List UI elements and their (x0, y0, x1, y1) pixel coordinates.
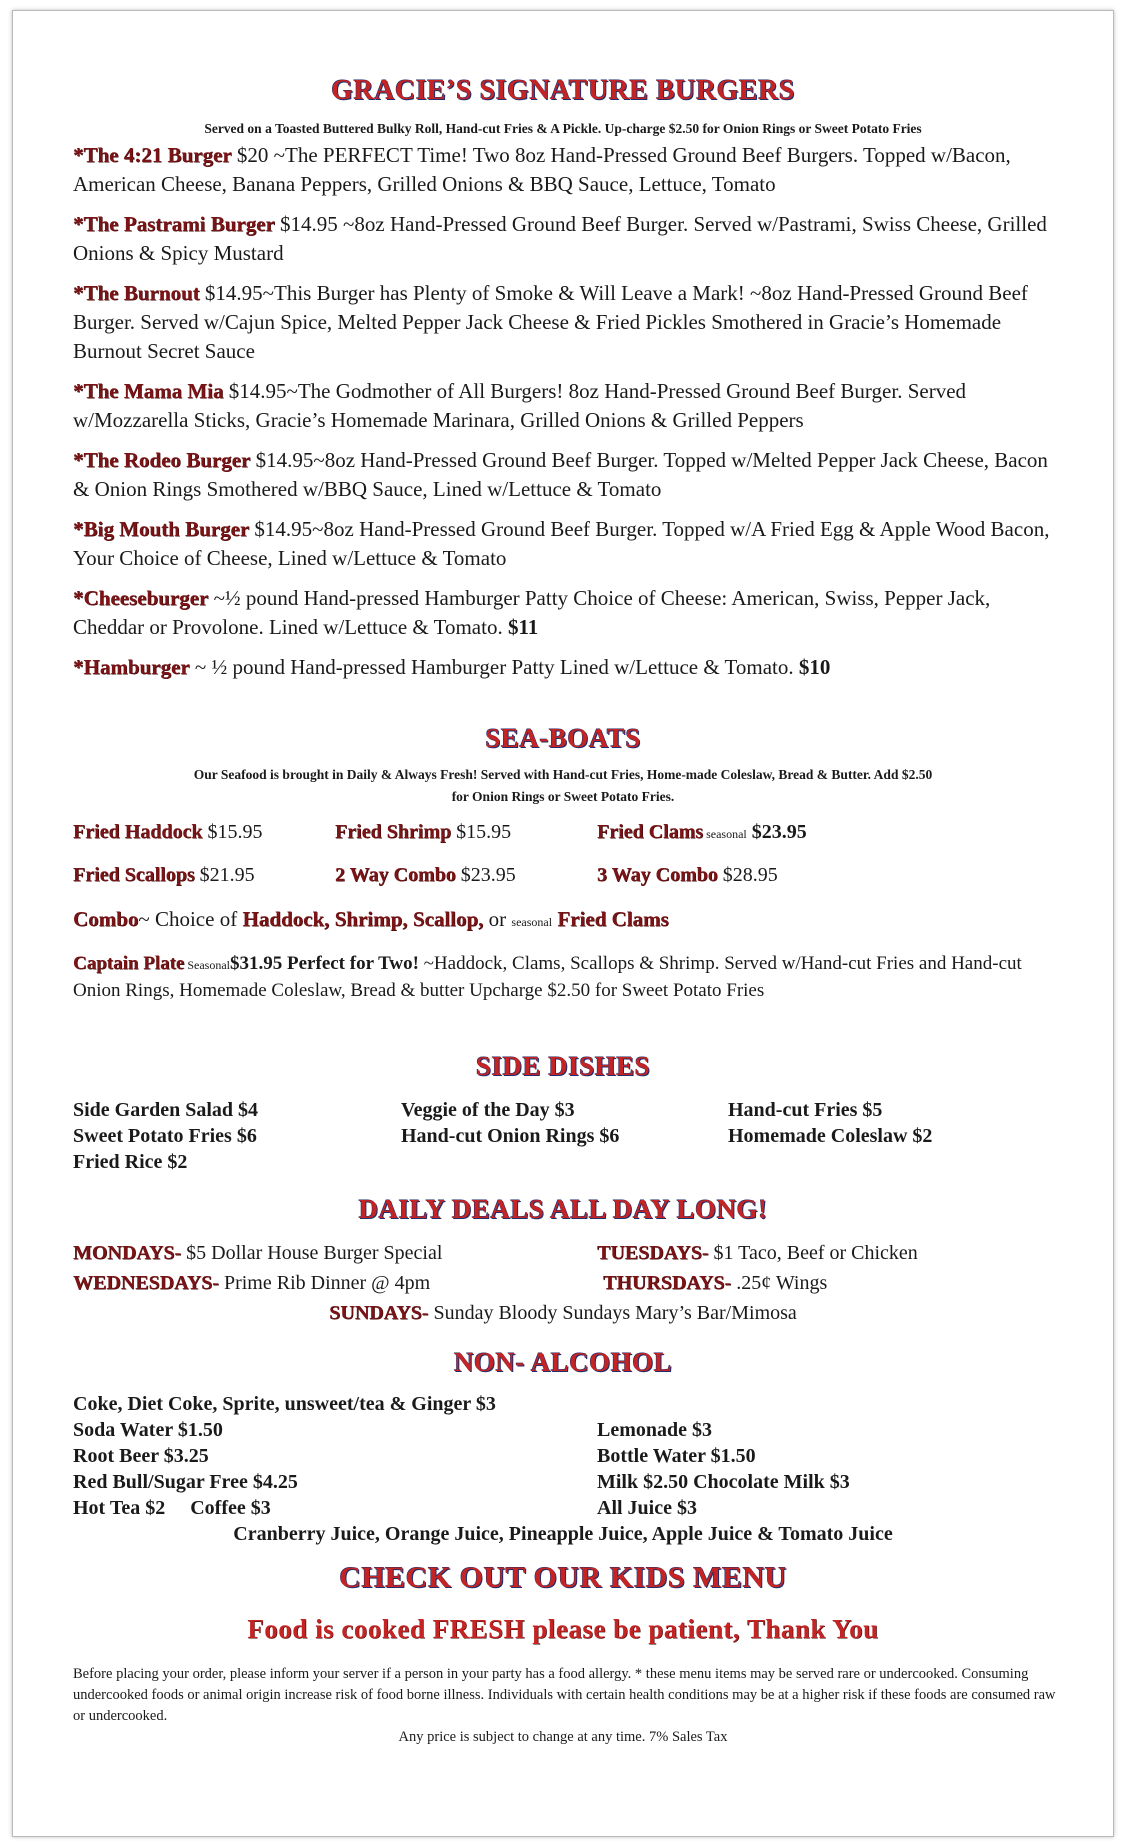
burger-item: *The 4:21 Burger $20 ~The PERFECT Time! Two 8oz Hand-Pressed Ground Beef Burgers. Topped w/Bacon, American Cheese, Banana Peppers, Grilled Onions & BBQ Sauce, Lettuce, Tomato (73, 143, 1011, 196)
side-item: Side Garden Salad $4 (73, 1099, 259, 1121)
drink-item: Lemonade $3 (597, 1419, 712, 1441)
seaboats-subtitle-2: for Onion Rings or Sweet Potato Fries. (451, 789, 675, 804)
deal-sunday: SUNDAYS- Sunday Bloody Sundays Mary’s Bar/Mimosa (329, 1302, 797, 1324)
seafood-item: 3 Way Combo $28.95 (597, 864, 778, 886)
captain-plate: Captain Plate Seasonal$31.95 Perfect for Two! ~Haddock, Clams, Scallops & Shrimp. Served w/Hand-cut Fries and Hand-cut Onion Rings, Homemade Coleslaw, Bread & butter Upcharge $2.50 for Sweet Potato Fries (73, 953, 1022, 1001)
seafood-item: Fried Clams seasonal $23.95 (597, 821, 807, 843)
seafood-item: Fried Haddock $15.95 (73, 821, 263, 843)
side-item: Sweet Potato Fries $6 (73, 1125, 257, 1147)
deal-thursday: THURSDAYS- .25¢ Wings (603, 1272, 828, 1294)
deal-wednesday: WEDNESDAYS- Prime Rib Dinner @ 4pm (73, 1272, 431, 1294)
seafood-item: Fried Scallops $21.95 (73, 864, 255, 886)
drink-line: Coke, Diet Coke, Sprite, unsweet/tea & Ginger $3 (73, 1393, 496, 1415)
drink-item: All Juice $3 (597, 1497, 697, 1519)
burger-item: *The Rodeo Burger $14.95~8oz Hand-Pressed Ground Beef Burger. Topped w/Melted Pepper Jack Cheese, Bacon & Onion Rings Smothered w/BBQ Sauce, Lined w/Lettuce & Tomato (73, 448, 1048, 501)
drinks-title: NON- ALCOHOL (453, 1347, 673, 1377)
fresh-notice: Food is cooked FRESH please be patient, Thank You (247, 1614, 879, 1644)
menu-page (12, 10, 1114, 1837)
burger-item: *The Burnout $14.95~This Burger has Plenty of Smoke & Will Leave a Mark! ~8oz Hand-Pressed Ground Beef Burger. Served w/Cajun Spice, Melted Pepper Jack Cheese & Fried Pickles Smothered in Gracie’s Homemade Burnout Secret Sauce (73, 281, 1028, 363)
side-item: Fried Rice $2 (73, 1151, 188, 1173)
burger-item: *The Mama Mia $14.95~The Godmother of All Burgers! 8oz Hand-Pressed Ground Beef Burger. Served w/Mozzarella Sticks, Gracie’s Homemade Marinara, Grilled Onions & Grilled Peppers (73, 379, 967, 432)
burgers-title: GRACIE’S SIGNATURE BURGERS (331, 75, 795, 106)
seafood-item: 2 Way Combo $23.95 (335, 864, 516, 886)
juices-line: Cranberry Juice, Orange Juice, Pineapple Juice, Apple Juice & Tomato Juice (233, 1523, 893, 1545)
kids-menu-banner: CHECK OUT OUR KIDS MENU (339, 1561, 787, 1594)
allergy-disclaimer: Before placing your order, please inform your server if a person in your party has a food allergy. * these menu items may be served rare or undercooked. Consuming undercooked foods or animal origin increase risk of food borne illness. Individuals with certain health conditions may be at a higher risk if these foods are consumed raw or undercooked. (73, 1666, 1056, 1724)
sides-title: SIDE DISHES (475, 1051, 651, 1081)
drink-item: Root Beer $3.25 (73, 1445, 209, 1467)
drink-item: Hot Tea $2 Coffee $3 (73, 1497, 271, 1519)
burger-item: *The Pastrami Burger $14.95 ~8oz Hand-Pressed Ground Beef Burger. Served w/Pastrami, Swiss Cheese, Grilled Onions & Spicy Mustard (73, 212, 1047, 265)
price-note: Any price is subject to change at any time. 7% Sales Tax (398, 1729, 728, 1745)
burgers-list (73, 141, 1063, 693)
seafood-item: Fried Shrimp $15.95 (335, 821, 512, 843)
seaboats-title: SEA-BOATS (485, 723, 641, 753)
side-item: Hand-cut Fries $5 (728, 1099, 883, 1121)
deal-monday: MONDAYS- $5 Dollar House Burger Special (73, 1242, 443, 1264)
burgers-subtitle: Served on a Toasted Buttered Bulky Roll, Hand-cut Fries & A Pickle. Up-charge $2.50 for Onion Rings or Sweet Potato Fries (204, 121, 922, 136)
drink-item: Milk $2.50 Chocolate Milk $3 (597, 1471, 850, 1493)
cheeseburger-item: *Cheeseburger ~½ pound Hand-pressed Hamburger Patty Choice of Cheese: American, Swiss, Pepper Jack, Cheddar or Provolone. Lined w/Lettuce & Tomato. $11 (73, 586, 991, 639)
drink-item: Red Bull/Sugar Free $4.25 (73, 1471, 298, 1493)
hamburger-item: *Hamburger ~ ½ pound Hand-pressed Hamburger Patty Lined w/Lettuce & Tomato. $10 (73, 655, 831, 679)
burger-item: *Big Mouth Burger $14.95~8oz Hand-Pressed Ground Beef Burger. Topped w/A Fried Egg & Apple Wood Bacon, Your Choice of Cheese, Lined w/Lettuce & Tomato (73, 517, 1050, 570)
deal-tuesday: TUESDAYS- $1 Taco, Beef or Chicken (597, 1242, 918, 1264)
side-item: Veggie of the Day $3 (401, 1099, 575, 1121)
drink-item: Bottle Water $1.50 (597, 1445, 756, 1467)
seaboats-subtitle-1: Our Seafood is brought in Daily & Always Fresh! Served with Hand-cut Fries, Home-made Coleslaw, Bread & Butter. Add $2.50 (193, 767, 933, 782)
side-item: Hand-cut Onion Rings $6 (401, 1125, 620, 1147)
drink-item: Soda Water $1.50 (73, 1419, 223, 1441)
combo-line: Combo~ Choice of Haddock, Shrimp, Scallop, or seasonal Fried Clams (73, 907, 669, 931)
deals-title: DAILY DEALS ALL DAY LONG! (358, 1194, 768, 1224)
side-item: Homemade Coleslaw $2 (728, 1125, 933, 1147)
